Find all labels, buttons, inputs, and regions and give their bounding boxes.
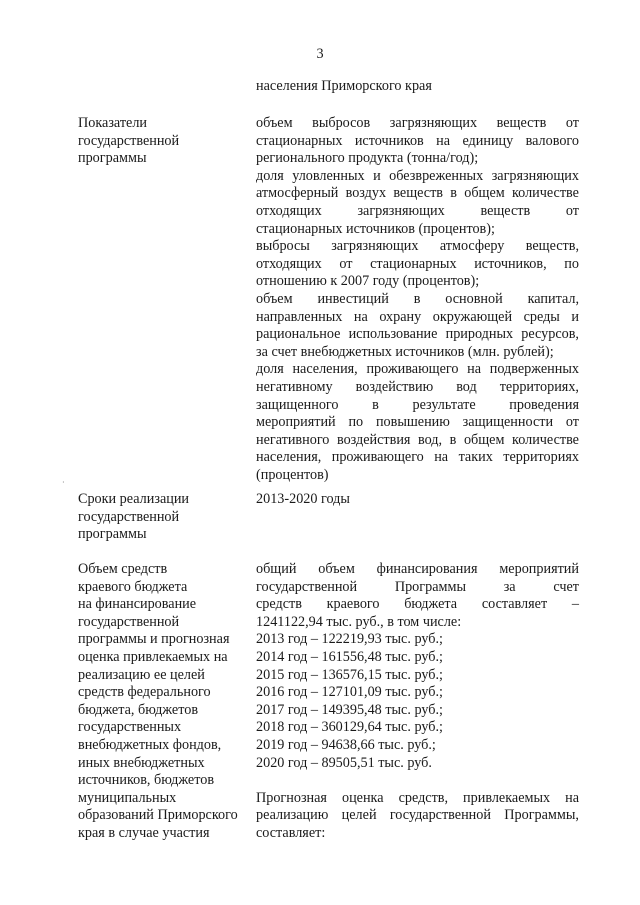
- label-line: муниципальных: [78, 789, 177, 806]
- label-line: бюджета, бюджетов: [78, 701, 199, 718]
- label-line: края в случае участия: [78, 824, 210, 841]
- value-line: 2020 год – 89505,51 тыс. руб.: [256, 754, 432, 771]
- value-line: стационарных источников (процентов);: [256, 220, 495, 237]
- row-value-timeline: [256, 491, 579, 509]
- label-line: государственной: [78, 132, 180, 149]
- row-label-funding: [78, 561, 238, 843]
- label-line: Показатели: [78, 115, 148, 131]
- value-line: выбросы загрязняющих атмосферу веществ,: [256, 238, 579, 255]
- row-label-timeline: [78, 491, 228, 544]
- label-line: Сроки реализации: [78, 491, 190, 507]
- value-line: общий объем финансирования мероприятий: [256, 561, 579, 577]
- label-line: реализацию ее целей: [78, 666, 205, 683]
- label-line: государственных: [78, 719, 182, 736]
- value-line: 2014 год – 161556,48 тыс. руб.;: [256, 648, 443, 665]
- value-line: стационарных источников на единицу валового: [256, 132, 579, 149]
- value-line: отношению к 2007 году (процентов);: [256, 273, 480, 290]
- label-line: государственной: [78, 508, 180, 525]
- label-line: краевого бюджета: [78, 578, 188, 595]
- row-label-indicators: [78, 115, 228, 168]
- value-line: негативному воздействию вод территориях,: [256, 378, 579, 395]
- value-line: негативного воздействия вод, в общем количестве: [256, 431, 579, 448]
- value-line: 1241122,94 тыс. руб., в том числе:: [256, 613, 462, 630]
- value-line: государственной Программы за счет: [256, 578, 579, 595]
- value-line: регионального продукта (тонна/год);: [256, 150, 479, 167]
- value-line: составляет:: [256, 824, 326, 841]
- continuation-text: населения Приморского края: [256, 78, 432, 94]
- value-line: доля уловленных и обезвреженных загрязняющих: [256, 167, 579, 184]
- label-line: внебюджетных фондов,: [78, 736, 222, 753]
- value-line: населения, проживающего на таких территориях: [256, 449, 579, 466]
- label-line: программы и прогнозная: [78, 631, 230, 648]
- label-line: программы: [78, 526, 147, 543]
- value-line: объем выбросов загрязняющих веществ от: [256, 115, 579, 131]
- label-line: образований Приморского: [78, 807, 238, 824]
- value-line: 2013 год – 122219,93 тыс. руб.;: [256, 631, 443, 648]
- label-line: программы: [78, 150, 147, 167]
- value-line: [256, 772, 579, 790]
- label-line: на финансирование: [78, 596, 197, 613]
- value-line: отходящих загрязняющих веществ от: [256, 202, 579, 219]
- value-line: 2015 год – 136576,15 тыс. руб.;: [256, 666, 443, 683]
- value-line: средств краевого бюджета составляет –: [256, 596, 579, 613]
- label-line: иных внебюджетных: [78, 754, 205, 771]
- margin-mark: ·: [62, 478, 65, 487]
- value-line: 2018 год – 360129,64 тыс. руб.;: [256, 719, 443, 736]
- value-line: 2016 год – 127101,09 тыс. руб.;: [256, 684, 443, 701]
- row-value-funding: [256, 561, 579, 843]
- label-line: оценка привлекаемых на: [78, 648, 228, 665]
- value-line: за счет внебюджетных источников (млн. рублей);: [256, 343, 554, 360]
- value-line: направленных на охрану окружающей среды и: [256, 308, 579, 325]
- value-line: отходящих от стационарных источников, по: [256, 255, 579, 272]
- value-line: 2013-2020 годы: [256, 491, 350, 507]
- label-line: средств федерального: [78, 684, 211, 701]
- value-line: Прогнозная оценка средств, привлекаемых на: [256, 789, 579, 806]
- value-line: реализацию целей государственной Программы,: [256, 807, 579, 824]
- page-number: 3: [316, 46, 324, 62]
- value-line: 2019 год – 94638,66 тыс. руб.;: [256, 736, 436, 753]
- value-line: мероприятий по повышению защищенности от: [256, 414, 579, 431]
- label-line: Объем средств: [78, 561, 168, 577]
- value-line: защищенного в результате проведения: [256, 396, 579, 413]
- label-line: источников, бюджетов: [78, 772, 215, 789]
- value-line: рациональное использование природных ресурсов,: [256, 326, 579, 343]
- value-line: 2017 год – 149395,48 тыс. руб.;: [256, 701, 443, 718]
- value-line: (процентов): [256, 466, 329, 483]
- label-line: государственной: [78, 613, 180, 630]
- value-line: атмосферный воздух веществ в общем количестве: [256, 185, 579, 202]
- value-line: доля населения, проживающего на подверженных: [256, 361, 579, 378]
- value-line: объем инвестиций в основной капитал,: [256, 290, 579, 307]
- row-value-indicators: [256, 115, 579, 484]
